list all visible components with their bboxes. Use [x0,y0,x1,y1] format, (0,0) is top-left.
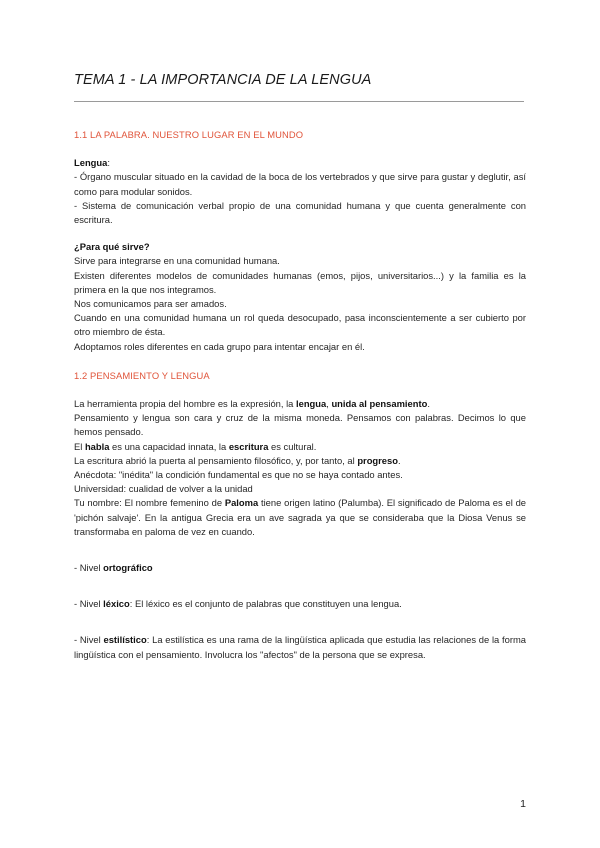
page-title: TEMA 1 - LA IMPORTANCIA DE LA LENGUA [74,72,372,88]
section-heading-2: 1.2 PENSAMIENTO Y LENGUA [74,369,210,381]
paragraph-line: El habla es una capacidad innata, la escritura es cultural. [74,440,317,452]
paragraph-line: Cuando en una comunidad humana un rol queda desocupado, pasa inconscientemente a ser cubierto por otro miembro de ésta. [74,312,526,338]
paragraph-line: Adoptamos roles diferentes en cada grupo para intentar encajar en él. [74,340,365,352]
definition-1: - Órgano muscular situado en la cavidad de la boca de los vertebrados y que sirve para gustar y deglutir, así como para modular sonidos. [74,171,526,197]
paragraph-line: La herramienta propia del hombre es la expresión, la lengua, unida al pensamiento. [74,398,430,410]
paragraph-line: Nos comunicamos para ser amados. [74,298,227,310]
page-number: 1 [520,798,526,810]
question-heading: ¿Para qué sirve? [74,241,150,253]
title-divider [74,101,524,102]
section-heading-1: 1.1 LA PALABRA. NUESTRO LUGAR EN EL MUNDO [74,129,304,140]
document-body [74,128,526,662]
level-estilistico: - Nivel estilístico: La estilística es una rama de la lingüística aplicada que estudia las relaciones de la forma lingüística con el pensamiento. Involucra los "afectos" de la persona que se expresa. [74,634,526,660]
paragraph-line: Sirve para integrarse en una comunidad humana. [74,255,280,267]
lengua-term: Lengua [74,157,108,169]
paragraph-line: Tu nombre: El nombre femenino de Paloma tiene origen latino (Palumba). El significado de Paloma es el de 'pichón salvaje'. En la antigua Grecia era un ave sagrada ya que se consideraba que la Diosa Venus se transformaba en paloma de vez en cuando. [74,497,527,537]
lengua-term-line: Lengua: [74,157,110,169]
paragraph-line: Pensamiento y lengua son cara y cruz de la misma moneda. Pensamos con palabras. Decimos lo que hemos pensado. [74,412,526,438]
paragraph-line: Anécdota: "inédita" la condición fundamental es que no se haya contado antes. [74,469,403,481]
level-ortografico: - Nivel ortográfico [74,562,153,574]
paragraph-line: Existen diferentes modelos de comunidades humanas (emos, pijos, universitarios...) y la familia es la primera en la que nos integramos. [74,269,526,295]
definition-2: - Sistema de comunicación verbal propio de una comunidad humana y que cuenta generalmente con escritura. [74,199,526,226]
paragraph-line: La escritura abrió la puerta al pensamiento filosófico, y, por tanto, al progreso. [74,454,401,466]
level-lexico: - Nivel léxico: El léxico es el conjunto de palabras que constituyen una lengua. [74,598,402,610]
paragraph-line: Universidad: cualidad de volver a la unidad [74,483,253,495]
